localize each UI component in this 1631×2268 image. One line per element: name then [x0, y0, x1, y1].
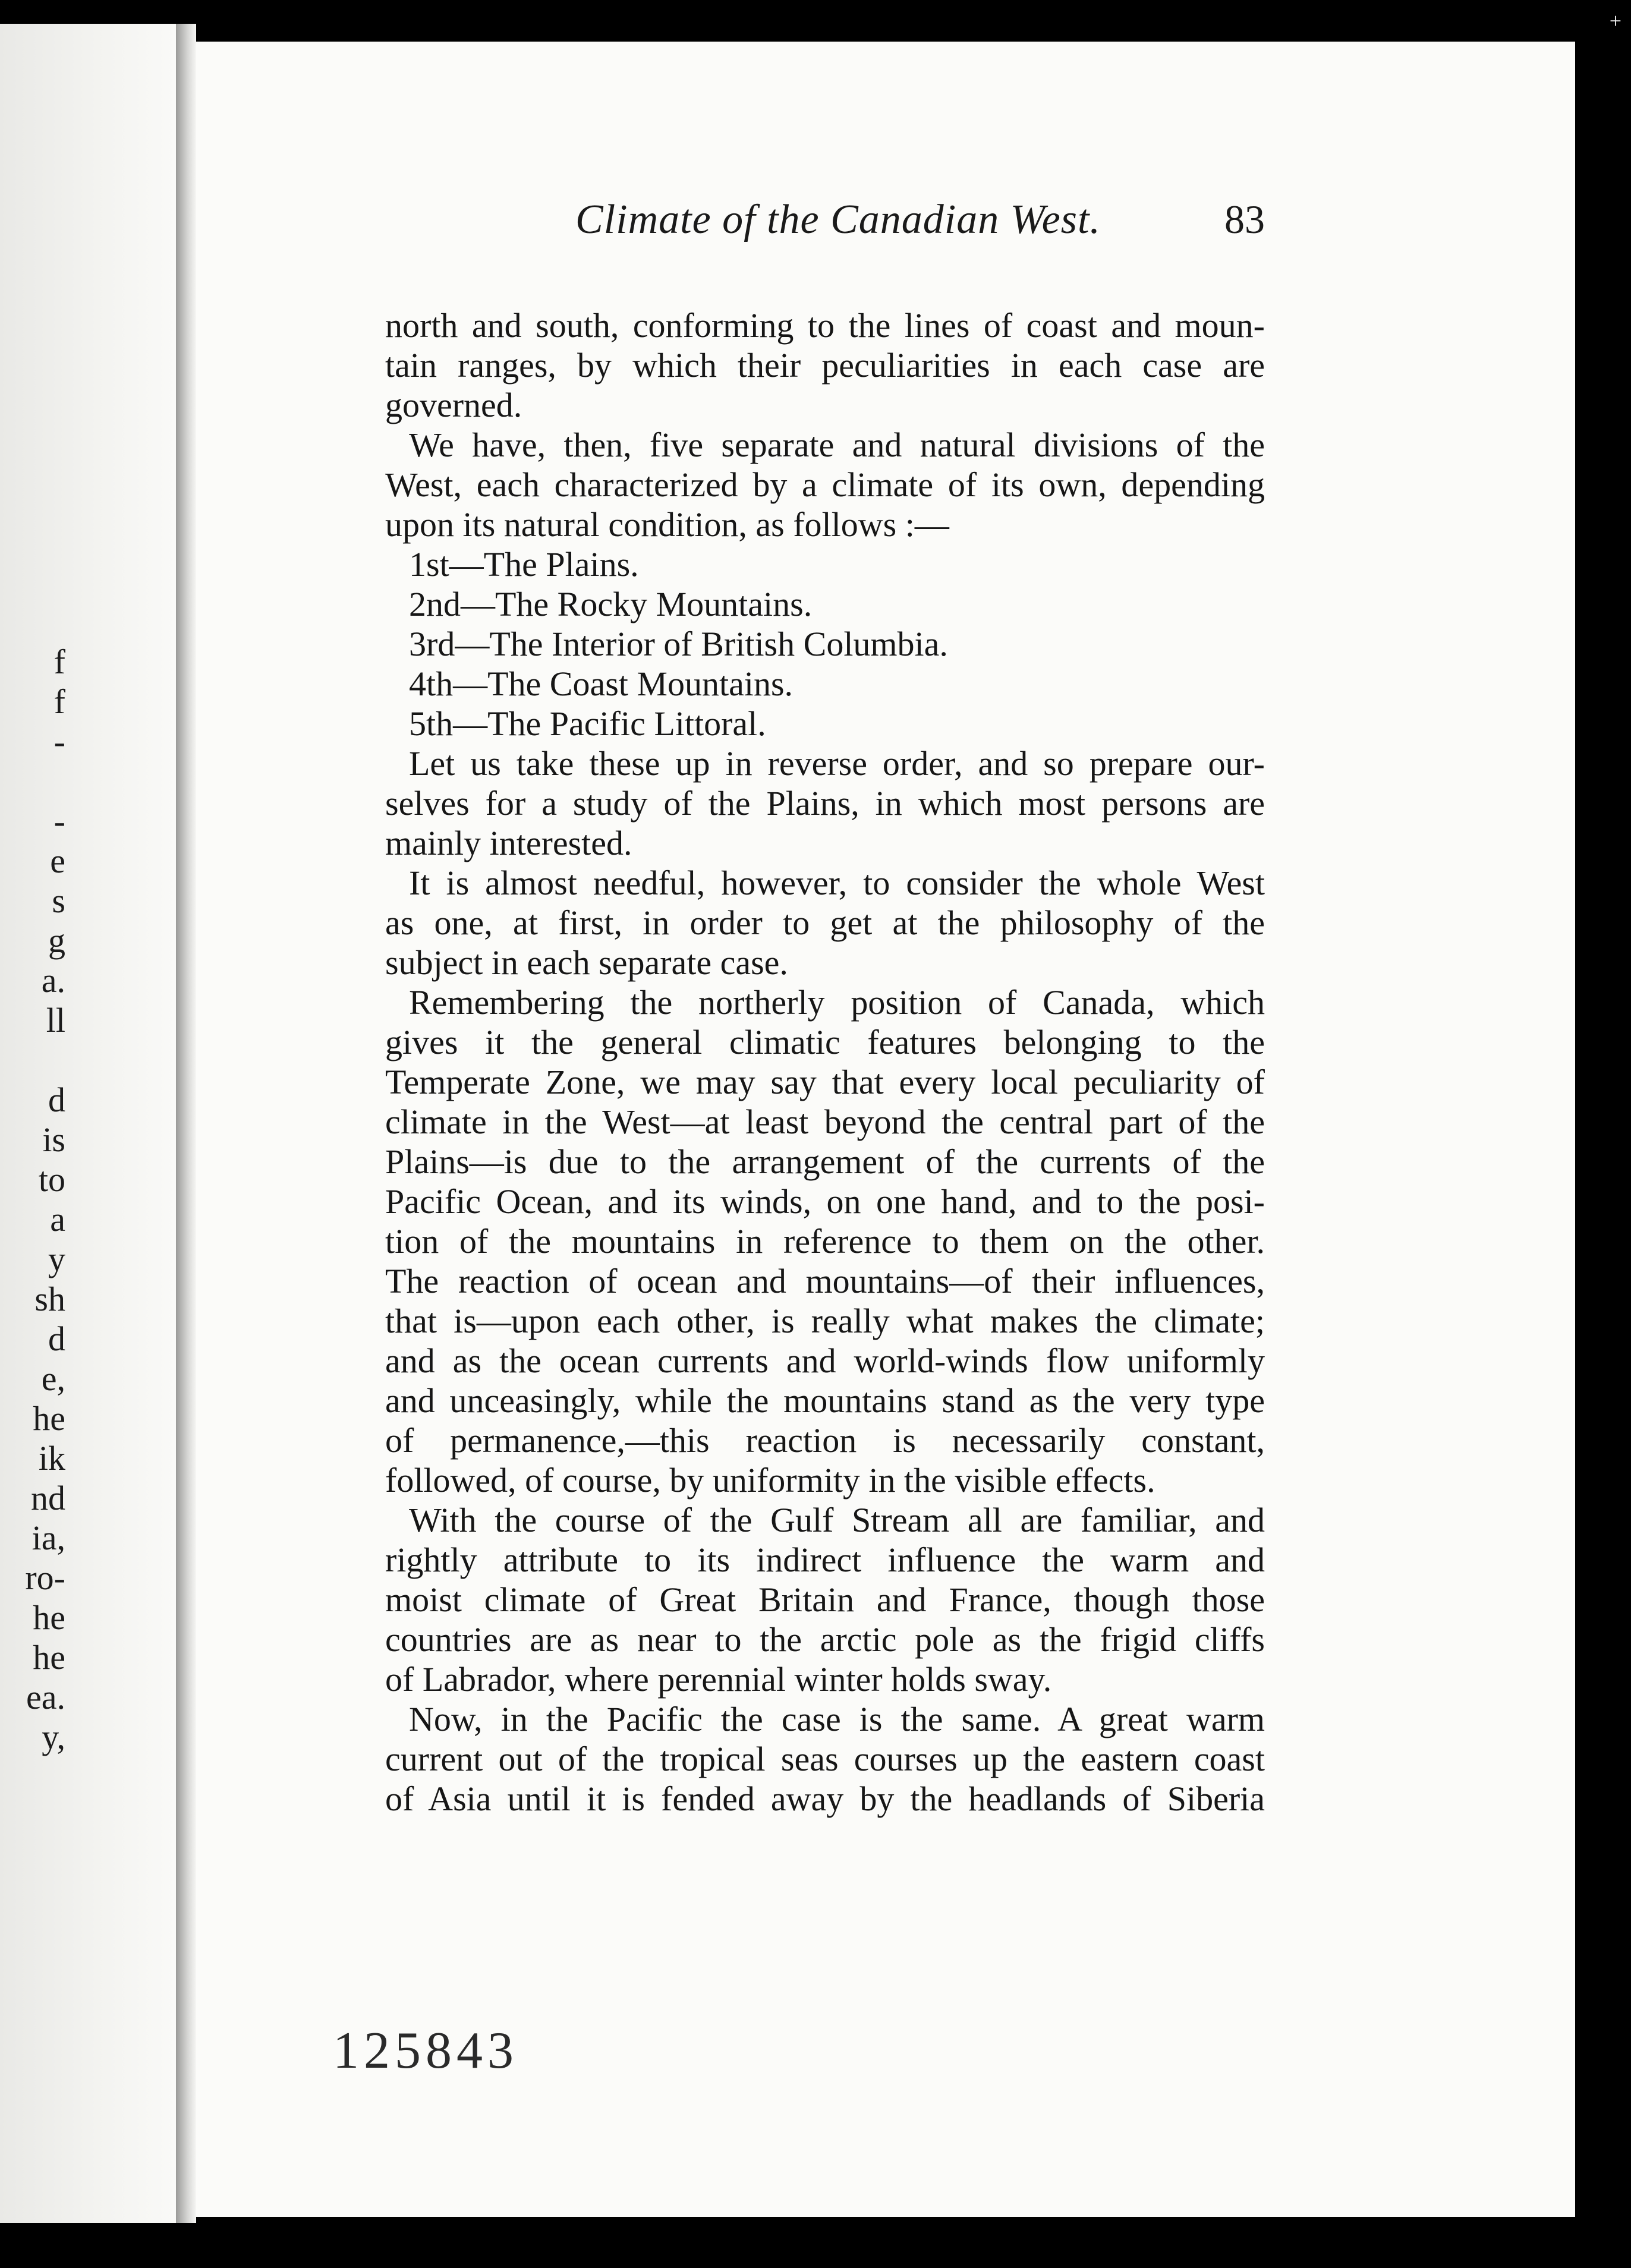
edge-letter: sh	[34, 1280, 65, 1318]
edge-letter: ia,	[32, 1519, 65, 1557]
edge-letter: d	[48, 1081, 65, 1119]
text-line: mainly interested.	[385, 824, 632, 862]
text-line: tain ranges, by which their peculiarities in each case are	[385, 346, 1265, 385]
edge-letter: -	[53, 722, 65, 761]
text-line: and as the ocean currents and world-winds flow uniformly	[385, 1341, 1265, 1380]
text-line: governed.	[385, 386, 522, 424]
text-line: selves for a study of the Plains, in which most persons are	[385, 784, 1265, 823]
text-line: The reaction of ocean and mountains—of their influences,	[385, 1262, 1265, 1300]
text-line: With the course of the Gulf Stream all are familiar, and	[409, 1501, 1265, 1539]
edge-letter: d	[48, 1319, 65, 1358]
text-line: rightly attribute to its indirect influence the warm and	[385, 1541, 1265, 1579]
edge-letter	[0, 761, 65, 801]
text-line: countries are as near to the arctic pole as the frigid cliffs	[385, 1620, 1265, 1659]
text-line: current out of the tropical seas courses up the eastern coast	[385, 1740, 1265, 1778]
text-line: gives it the general climatic features belonging to the	[385, 1023, 1265, 1061]
book-gutter	[176, 24, 196, 2223]
edge-letter: y,	[42, 1718, 65, 1756]
text-line: of Asia until it is fended away by the headlands of Siberia	[385, 1779, 1265, 1818]
text-line: as one, at first, in order to get at the philosophy of the	[385, 903, 1265, 942]
text-line: subject in each separate case.	[385, 943, 788, 982]
edge-letter: to	[38, 1160, 65, 1199]
text-line: tion of the mountains in reference to them on the other.	[385, 1222, 1265, 1261]
facing-page-fragment	[0, 24, 178, 2223]
text-line: upon its natural condition, as follows :—	[385, 505, 949, 544]
edge-letter: a.	[41, 961, 65, 1000]
edge-letter: ea.	[26, 1678, 65, 1716]
edge-letter	[0, 1040, 65, 1080]
edge-letter: a	[50, 1200, 65, 1239]
edge-letter: ro-	[25, 1558, 65, 1597]
body-text	[385, 305, 1265, 1819]
text-line: West, each characterized by a climate of its own, depending	[385, 465, 1265, 504]
edge-letter: ik	[38, 1439, 65, 1478]
list-item: 3rd—The Interior of British Columbia.	[409, 625, 948, 663]
text-line: Pacific Ocean, and its winds, on one hand, and to the posi-	[385, 1182, 1265, 1221]
facing-page-edge-letters	[0, 642, 65, 1757]
text-line: moist climate of Great Britain and France, though those	[385, 1580, 1265, 1619]
text-line: of Labrador, where perennial winter holds sway.	[385, 1660, 1052, 1699]
edge-letter: nd	[31, 1479, 65, 1517]
stamped-catalog-number: 125843	[333, 2022, 518, 2080]
text-line: Remembering the northerly position of Canada, which	[409, 983, 1265, 1022]
text-line: north and south, conforming to the lines of coast and moun-	[385, 306, 1265, 345]
running-title: Climate of the Canadian West.	[575, 197, 1101, 242]
text-line: Now, in the Pacific the case is the same. A great warm	[409, 1700, 1265, 1738]
text-line: of permanence,—this reaction is necessarily constant,	[385, 1421, 1265, 1460]
text-line: that is—upon each other, is really what makes the climate;	[385, 1302, 1265, 1340]
edge-letter: ll	[46, 1001, 65, 1040]
list-item: 5th—The Pacific Littoral.	[409, 704, 766, 743]
text-line: Plains—is due to the arrangement of the currents of the	[385, 1142, 1265, 1181]
text-line: We have, then, five separate and natural divisions of the	[409, 426, 1265, 464]
edge-letter: f	[53, 682, 65, 721]
edge-letter: g	[48, 921, 65, 960]
text-line: It is almost needful, however, to consider the whole West	[409, 864, 1265, 902]
text-line: and unceasingly, while the mountains stand as the very type	[385, 1381, 1265, 1420]
edge-letter: f	[53, 642, 65, 681]
edge-letter: y	[48, 1240, 65, 1278]
running-head	[385, 196, 1265, 250]
list-item: 1st—The Plains.	[409, 545, 639, 584]
edge-letter: he	[33, 1399, 65, 1438]
edge-letter: he	[33, 1598, 65, 1637]
edge-letter: s	[52, 881, 65, 920]
corner-mark: +	[1609, 9, 1621, 33]
text-line: Let us take these up in reverse order, and so prepare our-	[409, 744, 1265, 783]
list-item: 4th—The Coast Mountains.	[409, 664, 794, 703]
edge-letter: he	[33, 1638, 65, 1677]
text-line: followed, of course, by uniformity in the visible effects.	[385, 1461, 1155, 1500]
edge-letter: is	[42, 1120, 65, 1159]
edge-letter: e	[50, 842, 65, 880]
edge-letter: -	[53, 802, 65, 840]
text-line: Temperate Zone, we may say that every local peculiarity of	[385, 1063, 1265, 1101]
text-line: climate in the West—at least beyond the central part of the	[385, 1102, 1265, 1141]
page-number: 83	[1224, 197, 1265, 242]
list-item: 2nd—The Rocky Mountains.	[409, 585, 813, 623]
edge-letter: e,	[41, 1359, 65, 1398]
